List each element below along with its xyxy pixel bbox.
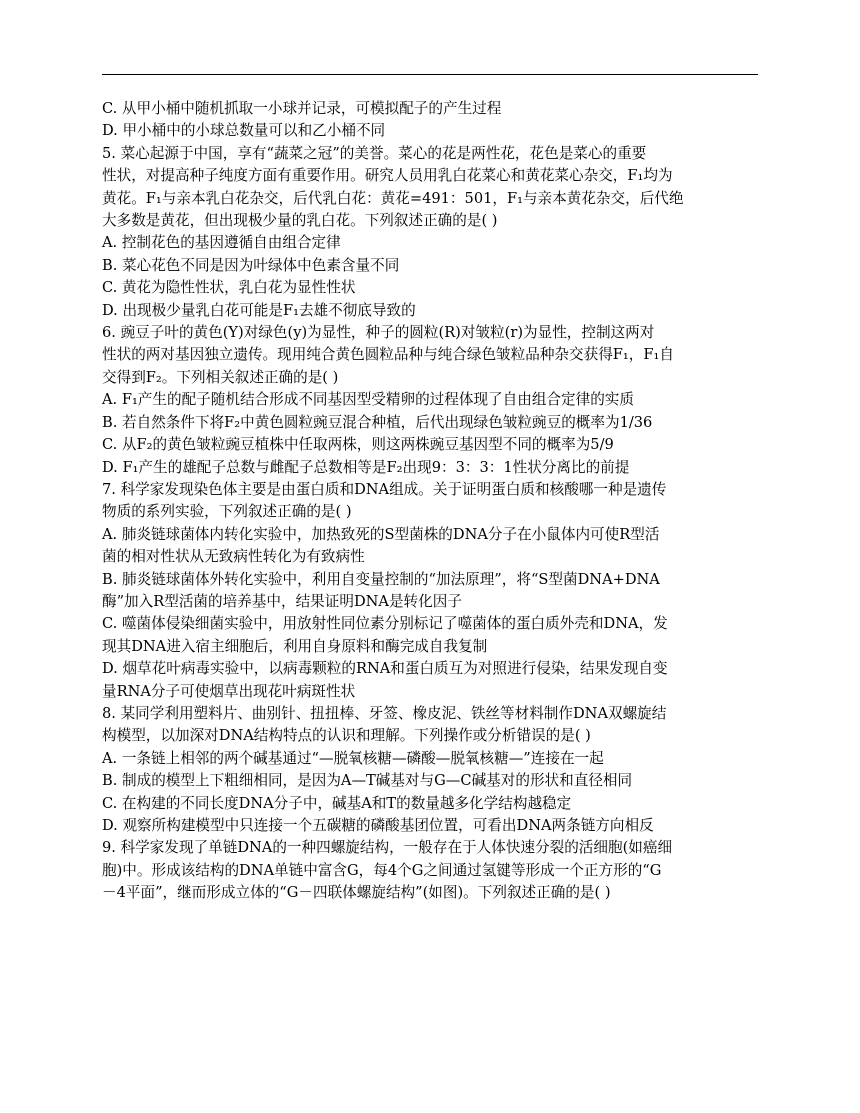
text-line: 交得到F₂。下列相关叙述正确的是( ): [102, 368, 339, 386]
text-line: 8. 某同学利用塑料片、曲别针、扭扭棒、牙签、橡皮泥、铁丝等材料制作DNA双螺旋结: [102, 704, 667, 722]
text-line: 性状，对提高种子纯度方面有重要作用。研究人员用乳白花菜心和黄花菜心杂交，F₁均为: [102, 167, 673, 185]
text-line: A. 肺炎链球菌体内转化实验中，加热致死的S型菌株的DNA分子在小鼠体内可使R型活: [102, 525, 660, 543]
text-line: B. 若自然条件下将F₂中黄色圆粒豌豆混合种植，后代出现绿色皱粒豌豆的概率为1/36: [102, 413, 653, 431]
header-rule: [102, 74, 758, 75]
text-line: 性状的两对基因独立遗传。现用纯合黄色圆粒品种与纯合绿色皱粒品种杂交获得F₁，F₁自: [102, 346, 674, 364]
text-line: D. 甲小桶中的小球总数量可以和乙小桶不同: [102, 122, 386, 140]
text-line: 现其DNA进入宿主细胞后，利用自身原料和酶完成自我复制: [102, 637, 488, 655]
text-line: 6. 豌豆子叶的黄色(Y)对绿色(y)为显性，种子的圆粒(R)对皱粒(r)为显性，控制这两对: [102, 324, 655, 342]
text-line: D. 观察所构建模型中只连接一个五碳糖的磷酸基团位置，可看出DNA两条链方向相反: [102, 817, 654, 834]
text-line: D. F₁产生的雄配子总数与雌配子总数相等是F₂出现9：3：3：1性状分离比的前提: [102, 458, 630, 476]
text-line: B. 肺炎链球菌体外转化实验中，利用自变量控制的“加法原理”，将“S型菌DNA+DNA: [102, 570, 660, 588]
text-line: C. 黄花为隐性性状，乳白花为显性性状: [102, 279, 356, 297]
text-line: D. 出现极少量乳白花可能是F₁去雄不彻底导致的: [102, 301, 416, 319]
text-line: 5. 菜心起源于中国，享有“蔬菜之冠”的美誉。菜心的花是两性花，花色是菜心的重要: [102, 144, 647, 162]
text-line: D. 烟草花叶病毒实验中，以病毒颗粒的RNA和蛋白质互为对照进行侵染，结果发现自变: [102, 660, 668, 678]
text-line: B. 菜心花色不同是因为叶绿体中色素含量不同: [102, 256, 400, 274]
text-line: 黄花。F₁与亲本乳白花杂交，后代乳白花：黄花=491：501，F₁与亲本黄花杂交，后代绝: [102, 189, 684, 207]
text-line: 菌的相对性状从无致病性转化为有致病性: [102, 548, 365, 566]
text-line: 7. 科学家发现染色体主要是由蛋白质和DNA组成。关于证明蛋白质和核酸哪一种是遗传: [102, 480, 667, 498]
text-line: 酶”加入R型活菌的培养基中，结果证明DNA是转化因子: [102, 592, 462, 610]
text-line: 胞)中。形成该结构的DNA单链中富含G，每4个G之间通过氢键等形成一个正方形的“G: [102, 861, 662, 879]
text-line: A. 控制花色的基因遵循自由组合定律: [102, 234, 341, 252]
text-line: 物质的系列实验，下列叙述正确的是( ): [102, 503, 352, 521]
text-line: C. 噬菌体侵染细菌实验中，用放射性同位素分别标记了噬菌体的蛋白质外壳和DNA，发: [102, 615, 668, 633]
text-line: 构模型，以加深对DNA结构特点的认识和理解。下列操作或分析错误的是( ): [102, 727, 591, 745]
text-line: 9. 科学家发现了单链DNA的一种四螺旋结构，一般存在于人体快速分裂的活细胞(如癌细: [102, 839, 673, 857]
text-line: 量RNA分子可使烟草出现花叶病斑性状: [102, 682, 356, 700]
text-line: C. 在构建的不同长度DNA分子中，碱基A和T的数量越多化学结构越稳定: [102, 794, 572, 812]
question-text: [102, 98, 762, 905]
text-line: －4平面”，继而形成立体的“G－四联体螺旋结构”(如图)。下列叙述正确的是( ): [102, 884, 611, 902]
text-line: C. 从甲小桶中随机抓取一小球并记录，可模拟配子的产生过程: [102, 100, 502, 117]
text-line: 大多数是黄花，但出现极少量的乳白花。下列叙述正确的是( ): [102, 212, 498, 230]
text-line: A. 一条链上相邻的两个碱基通过“—脱氧核糖—磷酸—脱氧核糖—”连接在一起: [102, 749, 604, 767]
text-line: A. F₁产生的配子随机结合形成不同基因型受精卵的过程体现了自由组合定律的实质: [102, 391, 634, 409]
text-line: C. 从F₂的黄色皱粒豌豆植株中任取两株，则这两株豌豆基因型不同的概率为5/9: [102, 436, 614, 454]
text-line: B. 制成的模型上下粗细相同，是因为A—T碱基对与G—C碱基对的形状和直径相同: [102, 772, 633, 790]
